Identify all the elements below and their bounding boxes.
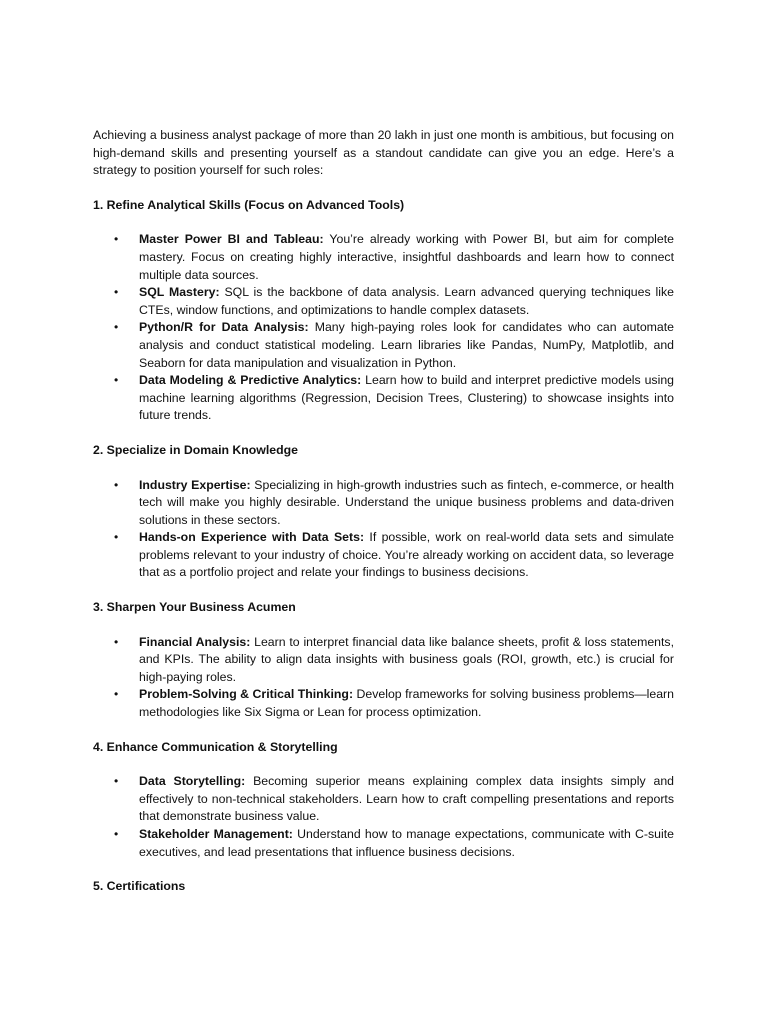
list-item <box>93 319 674 372</box>
sections-container <box>93 197 674 896</box>
bullet-icon: • <box>114 320 119 335</box>
item-description: Learn to interpret financial data like balance sheets, profit & loss statements, and KPIs. The ability to align data insights with business goals (ROI, growth, etc.) is crucial for high-paying roles. <box>139 634 674 684</box>
list-item <box>93 529 674 582</box>
section-heading: 1. Refine Analytical Skills (Focus on Advanced Tools) <box>93 197 405 212</box>
bullet-icon: • <box>114 373 119 388</box>
bullet-icon: • <box>114 827 119 841</box>
bullet-icon: • <box>114 687 119 702</box>
item-term: Problem-Solving & Critical Thinking: <box>139 687 354 702</box>
item-description: Learn how to build and interpret predictive models using machine learning algorithms (Regression, Decision Trees, Clustering) to showcase insights into future trends. <box>139 373 674 423</box>
bullet-icon: • <box>114 285 119 300</box>
item-term: Data Storytelling: <box>139 774 246 789</box>
item-description: Specializing in high-growth industries such as fintech, e-commerce, or health tech will make you highly desirable. Understand the unique business problems and data-driven solutions in these sectors. <box>139 477 674 527</box>
list-item <box>93 284 674 319</box>
bullet-icon: • <box>114 530 119 545</box>
section-heading: 3. Sharpen Your Business Acumen <box>93 600 296 615</box>
intro-paragraph: Achieving a business analyst package of more than 20 lakh in just one month is ambitious, but focusing on high-demand skills and presenting yourself as a standout candidate can give you an edge. Here’s a strategy to position yourself for such roles: <box>93 128 674 178</box>
item-description: You’re already working with Power BI, but aim for complete mastery. Focus on creating highly interactive, insightful dashboards and learn how to connect multiple data sources. <box>139 232 674 282</box>
section-heading: 2. Specialize in Domain Knowledge <box>93 442 298 457</box>
list-item <box>93 372 674 425</box>
item-term: Data Modeling & Predictive Analytics: <box>139 373 362 388</box>
item-description: Many high-paying roles look for candidates who can automate analysis and conduct statistical modeling. Learn libraries like Pandas, NumPy, Matplotlib, and Seaborn for data manipulation and visualization in Python. <box>139 320 674 370</box>
bullet-icon: • <box>114 232 119 247</box>
item-description: Becoming superior means explaining complex data insights simply and effectively to non-technical stakeholders. Learn how to craft compelling presentations and reports that demonstrate business value. <box>139 774 674 824</box>
list-item <box>93 826 674 861</box>
item-description: Develop frameworks for solving business problems—learn methodologies like Six Sigma or Lean for process optimization. <box>139 687 674 720</box>
list-item <box>93 231 674 284</box>
bullet-icon: • <box>114 634 119 649</box>
item-term: Hands-on Experience with Data Sets: <box>139 530 365 545</box>
item-description: SQL is the backbone of data analysis. Learn advanced querying techniques like CTEs, window functions, and optimizations to handle complex datasets. <box>139 285 674 317</box>
item-description: Understand how to manage expectations, communicate with C-suite executives, and lead presentations that influence business decisions. <box>139 827 674 859</box>
bullet-list <box>93 477 674 583</box>
list-item <box>93 634 674 687</box>
item-term: SQL Mastery: <box>139 285 220 300</box>
item-term: Industry Expertise: <box>139 477 251 492</box>
section-heading: 5. Certifications <box>93 879 186 894</box>
document-page <box>93 127 674 896</box>
item-term: Master Power BI and Tableau: <box>139 232 324 247</box>
list-item <box>93 477 674 530</box>
bullet-list <box>93 773 674 861</box>
bullet-icon: • <box>114 477 119 492</box>
bullet-icon: • <box>114 774 119 789</box>
list-item <box>93 773 674 826</box>
item-term: Stakeholder Management: <box>139 827 293 841</box>
item-term: Python/R for Data Analysis: <box>139 320 309 335</box>
item-term: Financial Analysis: <box>139 634 251 649</box>
bullet-list <box>93 231 674 425</box>
section-heading: 4. Enhance Communication & Storytelling <box>93 739 338 754</box>
item-description: If possible, work on real-world data sets and simulate problems relevant to your industry of choice. You’re already working on accident data, so leverage that as a portfolio project and relate your findings to business decisions. <box>139 530 674 580</box>
list-item <box>93 686 674 721</box>
bullet-list <box>93 634 674 722</box>
